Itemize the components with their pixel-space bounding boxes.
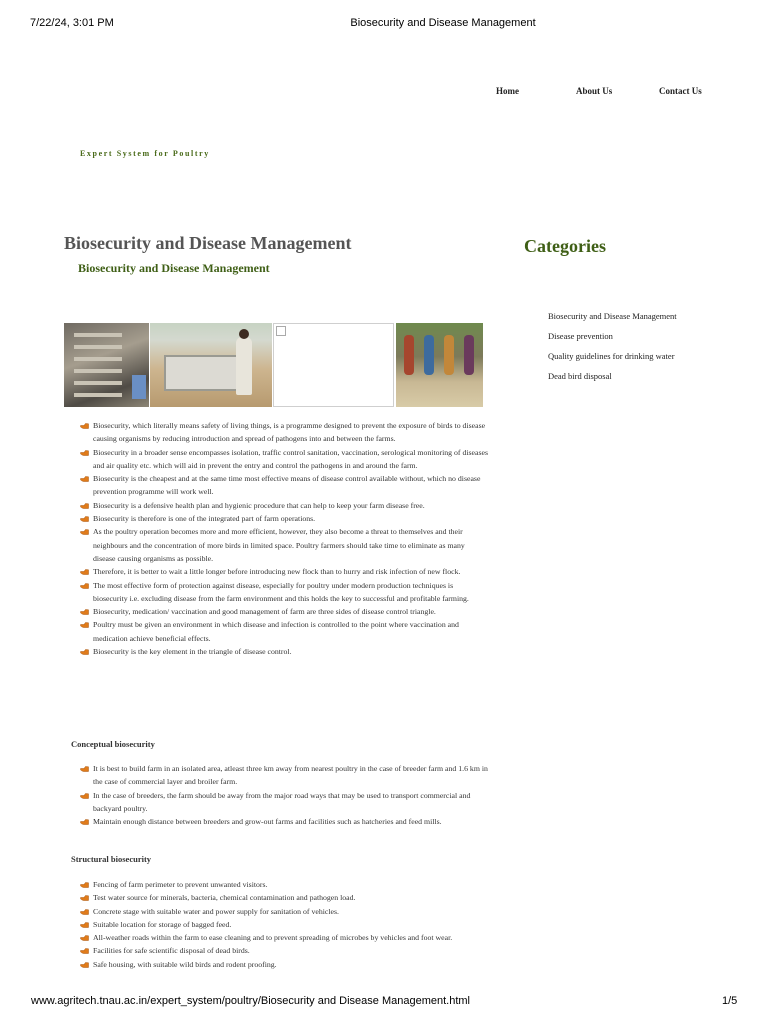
list-item-text: Safe housing, with suitable wild birds and rodent proofing.: [93, 959, 277, 969]
hand-pointer-icon: [80, 514, 89, 522]
hand-pointer-icon: [80, 791, 89, 799]
page-subtitle: Biosecurity and Disease Management: [78, 261, 270, 275]
farm-worker-photo: [150, 323, 272, 407]
hand-pointer-icon: [80, 581, 89, 589]
list-item: [64, 565, 488, 578]
cage-photo: [64, 323, 149, 407]
list-item-text: Biosecurity is the cheapest and at the same time most effective means of disease control available without, which no disease prevention programme will work well.: [93, 474, 481, 497]
intro-bullet-list: [64, 419, 488, 658]
list-item-text: Biosecurity is a defensive health plan and hygienic procedure that can help to keep your farm disease free.: [93, 500, 425, 510]
list-item-text: Maintain enough distance between breeders and grow-out farms and facilities such as hatcheries and feed mills.: [93, 817, 442, 827]
hand-pointer-icon: [80, 474, 89, 482]
list-item: [64, 446, 488, 473]
hand-pointer-icon: [80, 567, 89, 575]
structural-section: [64, 878, 488, 971]
hand-pointer-icon: [80, 933, 89, 941]
hand-pointer-icon: [80, 527, 89, 535]
list-item: [64, 579, 488, 606]
structural-bullet-list: [64, 878, 488, 971]
list-item: [64, 762, 488, 789]
list-item-text: Biosecurity is therefore is one of the integrated part of farm operations.: [93, 514, 316, 524]
hand-pointer-icon: [80, 607, 89, 615]
print-title: Biosecurity and Disease Management: [350, 17, 536, 29]
category-link-biosecurity[interactable]: Biosecurity and Disease Management: [548, 311, 677, 321]
hand-pointer-icon: [80, 647, 89, 655]
list-item: [64, 472, 488, 499]
category-link-disease-prevention[interactable]: Disease prevention: [548, 331, 613, 341]
list-item: [64, 789, 488, 816]
print-header: [0, 17, 768, 31]
hand-pointer-icon: [80, 764, 89, 772]
list-item: [64, 618, 488, 645]
list-item-text: In the case of breeders, the farm should be away from the major road ways that may be used to transport commercial and backyard poultry.: [93, 790, 471, 813]
list-item: [64, 891, 488, 904]
list-item: [64, 905, 488, 918]
category-link-dead-bird-disposal[interactable]: Dead bird disposal: [548, 371, 612, 381]
hand-pointer-icon: [80, 960, 89, 968]
list-item: [64, 525, 488, 565]
hand-pointer-icon: [80, 620, 89, 628]
conceptual-bullet-list: [64, 762, 488, 828]
nav-home-link[interactable]: Home: [496, 86, 519, 96]
list-item-text: Biosecurity in a broader sense encompasses isolation, traffic control sanitation, vaccination, serological monitoring of diseases and air quality etc. which will aid in prevent the entry and control the pathogens in and around the farm.: [93, 447, 489, 470]
broken-image: [273, 323, 394, 407]
hand-pointer-icon: [80, 421, 89, 429]
broken-image-icon: [276, 326, 286, 336]
hand-pointer-icon: [80, 448, 89, 456]
list-item-text: As the poultry operation becomes more and more efficient, however, they also become a threat to themselves and their neighbours and the concentration of more birds in limited space. Poultry farmers should take time to eliminate as many disease causing organisms as possible.: [93, 527, 465, 563]
hand-pointer-icon: [80, 501, 89, 509]
categories-list: [548, 311, 677, 391]
list-item: [64, 815, 488, 828]
list-item-text: Suitable location for storage of bagged feed.: [93, 919, 232, 929]
print-page-number: 1/5: [722, 995, 738, 1007]
list-item-text: Biosecurity, medication/ vaccination and good management of farm are three sides of disease control triangle.: [93, 607, 436, 617]
list-item: [64, 499, 488, 512]
workers-field-photo: [396, 323, 483, 407]
conceptual-section: [64, 762, 488, 828]
list-item-text: The most effective form of protection against disease, especially for poultry under modern production techniques is biosecurity i.e. excluding disease from the farm environment and this holds the key to successful and profitable farming.: [93, 580, 469, 603]
list-item: [64, 645, 488, 658]
list-item: [64, 931, 488, 944]
list-item: [64, 605, 488, 618]
hand-pointer-icon: [80, 817, 89, 825]
nav-contact-link[interactable]: Contact Us: [659, 86, 702, 96]
category-link-water-quality[interactable]: Quality guidelines for drinking water: [548, 351, 675, 361]
page-title: Biosecurity and Disease Management: [64, 233, 352, 253]
nav-about-link[interactable]: About Us: [576, 86, 613, 96]
list-item-text: Biosecurity, which literally means safety of living things, is a programme designed to prevent the exposure of birds to disease causing organisms by reducing introduction and spread of pathogens into and between the farms.: [93, 421, 486, 444]
site-tagline: Expert System for Poultry: [80, 149, 210, 158]
photo-strip: [64, 323, 483, 407]
list-item-text: Poultry must be given an environment in which disease and infection is controlled to the point where vaccination and medication achieve beneficial effects.: [93, 620, 459, 643]
print-date: 7/22/24, 3:01 PM: [30, 17, 114, 29]
list-item-text: It is best to build farm in an isolated area, atleast three km away from nearest poultry in the case of breeder farm and 1.6 km in the case of commercial layer and broiler farm.: [93, 764, 488, 787]
list-item-text: All-weather roads within the farm to ease cleaning and to prevent spreading of microbes by vehicles and foot wear.: [93, 933, 453, 943]
hand-pointer-icon: [80, 946, 89, 954]
list-item: [64, 419, 488, 446]
hand-pointer-icon: [80, 920, 89, 928]
list-item: [64, 512, 488, 525]
hand-pointer-icon: [80, 880, 89, 888]
list-item-text: Biosecurity is the key element in the triangle of disease control.: [93, 647, 292, 657]
list-item-text: Fencing of farm perimeter to prevent unwanted visitors.: [93, 880, 268, 889]
list-item-text: Therefore, it is better to wait a little longer before introducing new flock than to hurry and risk infection of new flock.: [93, 567, 461, 577]
list-item: [64, 918, 488, 931]
categories-title: Categories: [524, 236, 606, 256]
conceptual-heading: Conceptual biosecurity: [71, 739, 155, 749]
structural-heading: Structural biosecurity: [71, 854, 152, 864]
hand-pointer-icon: [80, 893, 89, 901]
list-item-text: Test water source for minerals, bacteria, chemical contamination and pathogen load.: [93, 893, 356, 903]
intro-section: [64, 419, 488, 658]
print-url: www.agritech.tnau.ac.in/expert_system/poultry/Biosecurity and Disease Management.html: [31, 995, 470, 1007]
list-item-text: Facilities for safe scientific disposal of dead birds.: [93, 946, 250, 956]
list-item: [64, 958, 488, 971]
hand-pointer-icon: [80, 907, 89, 915]
list-item-text: Concrete stage with suitable water and power supply for sanitation of vehicles.: [93, 906, 339, 916]
list-item: [64, 878, 488, 891]
list-item: [64, 944, 488, 957]
